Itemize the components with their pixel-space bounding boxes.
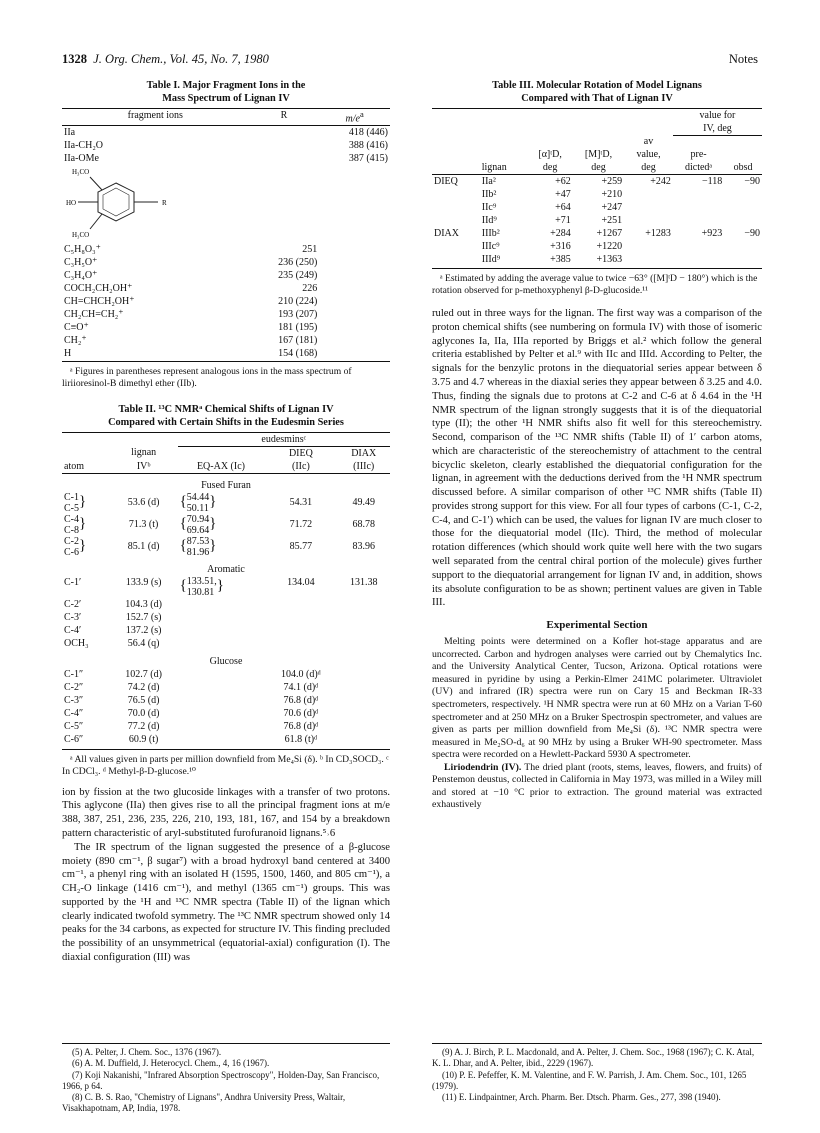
table-row (62, 492, 390, 514)
h-value: value, (636, 149, 661, 161)
table-3 (432, 80, 762, 297)
r-group-cell: CH=CHCH₂OH⁺ (64, 296, 135, 308)
table-2 (62, 404, 390, 778)
table-row (62, 681, 390, 694)
table-row (62, 256, 390, 269)
table-1-bottom-rule (62, 360, 390, 362)
table-2-header-1 (62, 432, 390, 446)
reference-item: (10) P. E. Pefeffer, K. M. Valentine, and F. W. Parrish, J. Am. Chem. Soc., 101, 1265 (1979). (432, 1069, 747, 1091)
atom-cell: C-2″ (64, 681, 84, 693)
iv-cell: 152.7 (s) (125, 611, 162, 623)
m-cell: +210 (601, 189, 623, 201)
atom-cell: C-1′ (64, 576, 82, 588)
table-row (62, 321, 390, 334)
atom-cell: C-2 C-6} (64, 535, 87, 558)
h-eqax: EQ-AX (Ic) (196, 460, 245, 472)
dieq-cell: 70.6 (d)ᵈ (283, 707, 319, 719)
table-row (62, 536, 390, 558)
table-row (62, 126, 390, 140)
table-3-header-1 (432, 108, 762, 135)
table-row (62, 668, 390, 681)
table-row (62, 576, 390, 598)
h-eudesmins: eudesminsᶜ (178, 432, 390, 446)
reference-item: (7) Koji Nakanishi, "Infrared Absorption Spectroscopy", Holden-Day, San Francisco, 1966, p 64. (62, 1069, 380, 1091)
table-row (432, 240, 762, 253)
me-cell: 193 (207) (278, 309, 318, 321)
atom-cell: C-1 C-5} (64, 491, 87, 514)
atom-cell: C-4 C-8} (64, 513, 87, 536)
eqax-cell: {54.44 50.11} (179, 491, 217, 514)
iv-cell: 137.2 (s) (125, 624, 162, 636)
r-group-cell: C₃H₄O⁺ (64, 270, 98, 282)
h-alpha: [α]ᵗD, (538, 149, 562, 161)
experimental-paragraph-1: Melting points were determined on a Kofler hot-stage apparatus and are uncorrected. Carbon and hydrogen analyses were carried out by Chemalytics Inc. and the University Analytical Center, Tucson, Arizona. Optical rotations were measured in pyridine by using a Perkin-Elmer 241MC polarimeter. Ultraviolet (UV) and infrared (IR) spectra were run on Cary 15 and Beckman IR-33 spectrometers, respectively. ¹H NMR spectra were run at 60 MHz on a Varian T-60 spectrometer and at 250 MHz on a Bruker Spectrospin spectrometer, and values are given as parts per million downfield from Me₄Si (δ). ¹³C NMR spectra were measured in Me₂SO-d₆ at 90 MHz by using a Bruker WH-90 spectrometer. Mass spectra were recorded on a Hewlett-Packard 5930 A spectrometer. (432, 636, 762, 761)
table-1 (62, 80, 390, 390)
table-row (62, 243, 390, 256)
fragment-ion-cell: IIa-OMe (64, 153, 99, 165)
liriodendrin-heading: Liriodendrin (IV). (444, 761, 522, 773)
h-value-unit: deg (641, 162, 656, 174)
table-row (62, 733, 390, 746)
left-body-text (62, 786, 390, 965)
table-row (62, 598, 390, 611)
me-cell: 388 (416) (348, 140, 388, 152)
table-row (62, 269, 390, 282)
eqax-cell: {133.51, 130.81 } (179, 575, 224, 598)
eqax-cell: {70.94 69.64} (179, 513, 217, 536)
diax-cell: 68.78 (352, 519, 375, 531)
atom-cell: C-2′ (64, 598, 82, 610)
table-3-header-3 (432, 148, 762, 161)
table-1-caption: Table I. Major Fragment Ions in the Mass Spectrum of Lignan IV (146, 80, 306, 104)
h-value-for: value for IV, deg (699, 109, 736, 134)
table-3-bottom-rule (432, 266, 762, 269)
col-me: $m/e^a$ (345, 108, 364, 125)
reference-item: (5) A. Pelter, J. Chem. Soc., 1376 (1967). (72, 1047, 222, 1057)
me-cell: 418 (446) (348, 127, 388, 139)
iv-cell: 102.7 (d) (125, 668, 162, 680)
table-row (62, 707, 390, 720)
table-row (62, 334, 390, 347)
table-row (62, 165, 390, 243)
atom-cell: C-5″ (64, 720, 84, 732)
table-2-footnote: ᵃ All values given in parts per million downfield from Me₄Si (δ). ᵇ In CD₃SOCD₃. ᶜ In CDCl₃. ᵈ Methyl-β-D-glucose.¹⁰ (62, 753, 389, 777)
h-m: [M]ᵗD, (584, 149, 613, 161)
atom-cell: OCH₃ (64, 637, 89, 649)
benzene-ring (98, 183, 134, 221)
r-group-cell (249, 152, 320, 165)
predicted-cell: +923 (701, 228, 723, 240)
diax-cell: 131.38 (349, 576, 378, 588)
me-cell: 210 (224) (278, 296, 318, 308)
h-dieq: DIEQ (288, 447, 313, 459)
aryl-structure-diagram (64, 165, 174, 239)
table-3-grid (432, 108, 762, 270)
me-cell: 167 (181) (278, 335, 318, 347)
atom-cell: C-1″ (64, 668, 84, 680)
atom-cell: C-6″ (64, 733, 84, 745)
table-2-header-3 (62, 460, 390, 474)
right-column (432, 80, 762, 812)
h-diax-2: (IIIc) (353, 460, 375, 472)
fragment-ion-cell: IIa (64, 127, 76, 139)
table-row (62, 295, 390, 308)
table-row (432, 253, 762, 266)
iv-cell: 85.1 (d) (127, 541, 160, 553)
table-3-caption: Table III. Molecular Rotation of Model Lignans Compared with That of Lignan IV (492, 80, 702, 104)
observed-cell: −90 (744, 176, 760, 188)
dieq-cell: 71.72 (289, 519, 313, 531)
lignan-cell: IIc⁹ (481, 202, 497, 214)
alpha-cell: +47 (555, 189, 571, 201)
alpha-cell: +385 (550, 254, 571, 266)
table-row (62, 514, 390, 536)
iv-cell: 77.2 (d) (127, 720, 160, 732)
iv-cell: 56.4 (q) (127, 637, 160, 649)
m-cell: +247 (601, 202, 623, 214)
col-fragment: fragment ions (127, 109, 183, 121)
iv-cell: 76.5 (d) (127, 694, 160, 706)
table-row (432, 175, 762, 189)
iv-cell: 104.3 (d) (125, 598, 162, 610)
table-row (432, 214, 762, 227)
table-row (62, 611, 390, 624)
journal-volume: Vol. 45, No. 7, 1980 (169, 52, 269, 66)
m-cell: +251 (601, 215, 623, 227)
group-name-cell: DIAX (434, 228, 459, 240)
dieq-cell: 54.31 (289, 497, 313, 509)
right-body-text (432, 307, 762, 812)
r-group-cell: C≡O⁺ (64, 322, 89, 334)
r-label: R (162, 199, 167, 208)
table-row (62, 637, 390, 650)
table-row (62, 720, 390, 733)
meo-bot-bond (90, 214, 102, 229)
table-row (62, 308, 390, 321)
h-iv: IVᵇ (136, 460, 151, 472)
h-atom: atom (64, 460, 84, 472)
table-row (62, 347, 390, 360)
h-alpha-unit: deg (542, 162, 558, 174)
table-3-header-4 (432, 161, 762, 175)
atom-cell: C-4″ (64, 707, 84, 719)
table-row (62, 152, 390, 165)
liriodendrin-text: The dried plant (roots, stems, leaves, flowers, and fruits) of Penstemon deustus, collected in California in May 1973, was milled in a Wiley mill and stored at −10 °C prior to extraction. The ground material was extracted exhaustively (432, 761, 763, 811)
r-group-cell: C₃H₅O⁺ (64, 257, 98, 269)
group-name-cell: DIEQ (434, 176, 458, 188)
section-glucose: Glucose (209, 655, 243, 667)
r-group-cell (249, 139, 320, 152)
m-cell: +1267 (596, 228, 623, 240)
table-row (432, 201, 762, 214)
h-diax: DIAX (351, 447, 377, 459)
table-3-footnote: ᵃ Estimated by adding the average value to twice −63° ([M]ᵗD − 180°) which is the rotation observed for p-methoxyphenyl β-D-glucoside.¹¹ (432, 273, 758, 297)
reference-item: (9) A. J. Birch, P. L. Macdonald, and A. Pelter, J. Chem. Soc., 1968 (1967); C. K. Atal, K. L. Dhar, and A. Pelter, ibid., 2229 (1967). (432, 1047, 755, 1069)
structure-cell (62, 165, 249, 243)
table-2-caption: Table II. ¹³C NMRᵃ Chemical Shifts of Lignan IV Compared with Certain Shifts in the Eudesmin Series (108, 404, 344, 428)
h-lignan: lignan (131, 447, 157, 459)
section-fused-furan: Fused Furan (201, 479, 251, 491)
r-group-cell: C₅H₈O₃⁺ (64, 244, 101, 256)
left-paragraph-1: ion by fission at the two glucoside linkages with a transfer of two protons. This aglycone (IIa) then gives rise to all the principal fragment ions at m/e 388, 387, 251, 236, 235, 226, 210, 193, 181, 167, and 154 by a breakdown pattern characteristic of aryl-substituted furofuranoid lignans.⁵˒6 (62, 786, 390, 839)
lignan-cell: IIId⁹ (481, 254, 501, 266)
lignan-cell: IId⁹ (481, 215, 497, 227)
r-group-cell: H (64, 348, 72, 360)
reference-item: (6) A. M. Duffield, J. Heterocycl. Chem., 4, 16 (1967). (72, 1058, 270, 1069)
lignan-cell: IIIb² (481, 228, 500, 240)
dieq-cell: 61.8 (t)ᵈ (284, 733, 318, 745)
alpha-cell: +64 (555, 202, 571, 214)
table-row (62, 139, 390, 152)
dieq-cell: 74.1 (d)ᵈ (283, 681, 319, 693)
dieq-cell: 76.8 (d)ᵈ (283, 694, 319, 706)
iv-cell: 70.0 (d) (127, 707, 160, 719)
benzene-inner-ring (103, 188, 129, 216)
meo-bot-label: H₃CO (72, 231, 90, 240)
experimental-paragraph-2 (432, 762, 762, 812)
table-1-grid (62, 108, 390, 362)
av-cell: +1283 (645, 228, 671, 240)
meo-top-label: H₃CO (72, 168, 90, 177)
table-1-header (62, 108, 390, 125)
m-cell: +1363 (596, 254, 623, 266)
h-m-unit: deg (591, 162, 606, 174)
table-2-bottom-rule (62, 746, 390, 750)
r-group-cell: COCH₂CH₂OH⁺ (64, 283, 133, 295)
left-paragraph-2: The IR spectrum of the lignan suggested the presence of a β-glucose moiety (890 cm⁻¹, β sugar⁷) with a broad hydroxyl band centered at 3400 cm⁻¹, a phenyl ring with an isolated H (1595, 1500, 1460, and 805 cm⁻¹), a CH₂-O linkage (1416 cm⁻¹), and methyl (1365 cm⁻¹) groups. This was supported by the ¹H and ¹³C NMR spectra (Table II) of the lignan which clearly indicated twofold symmetry. The ¹³C NMR spectrum showed only 14 peaks for the 34 carbons, as expected for structure IV. This finding precluded the possibility of an unsymmetrical (equatorial-axial) configuration (I). The diaxial configuration (III) was (62, 841, 390, 963)
h-predicted: dictedᵃ (684, 162, 713, 174)
page-header (62, 52, 758, 72)
table-3-header-2 (432, 135, 762, 148)
me-cell: 387 (415) (348, 153, 388, 165)
dieq-cell: 134.04 (287, 576, 315, 588)
lignan-cell: IIb² (481, 189, 497, 201)
dieq-cell: 104.0 (d)ᵈ (281, 668, 321, 680)
eqax-cell: {87.53 81.96} (179, 535, 217, 558)
r-group-cell (249, 126, 320, 140)
h-dieq-2: (IIc) (292, 460, 310, 472)
table-row (62, 624, 390, 637)
iv-cell: 74.2 (d) (127, 681, 160, 693)
iv-cell: 133.9 (s) (125, 576, 162, 588)
table-1-footnote: ᵃ Figures in parentheses represent analogous ions in the mass spectrum of liriioresinol-B dimethyl ether (IIb). (62, 366, 352, 390)
fragment-ion-cell: IIa-CH₂O (64, 140, 104, 152)
m-cell: +1220 (596, 241, 623, 253)
alpha-cell: +62 (555, 176, 571, 188)
table-row (432, 227, 762, 240)
observed-cell: −90 (744, 228, 760, 240)
iv-cell: 60.9 (t) (128, 733, 159, 745)
r-group-cell: CH₂CH=CH₂⁺ (64, 309, 124, 321)
m-cell: +259 (601, 176, 623, 188)
atom-cell: C-3′ (64, 611, 82, 623)
references-left (62, 1043, 390, 1115)
table-row (62, 282, 390, 295)
diax-cell: 49.49 (352, 497, 375, 509)
alpha-cell: +284 (550, 228, 571, 240)
table-row (432, 188, 762, 201)
lignan-cell: IIIc⁹ (481, 241, 500, 253)
iv-cell: 53.6 (d) (127, 497, 160, 509)
running-head (62, 52, 269, 67)
meo-top-bond (90, 177, 102, 190)
experimental-heading: Experimental Section (546, 619, 648, 632)
ho-label: HO (66, 199, 77, 208)
col-r: R (280, 109, 288, 121)
dieq-cell: 85.77 (289, 541, 313, 553)
av-cell: +242 (650, 176, 671, 188)
me-cell: 235 (249) (278, 270, 318, 282)
right-paragraph-1: ruled out in three ways for the lignan. The first way was a comparison of the proton chemical shifts (see numbering on formula IV) with those of isomeric aglycones Ia, IIa, IIIa reported by Briggs et al.² which follow the general criteria established by Pelter et al.⁹ with IIc and IIId. According to Pelter, the signals for the benzylic protons in the diequatorial series appear between δ 3.75 and 4.7 whereas in the diaxial series they appear between δ 3.25 and 4.0. Thus, finding the signals due to protons at C-2 and C-6 at δ 4.64 in the ¹H NMR spectrum of the lignan strongly suggests that it is of the diequatorial type (II); the other ¹H NMR shifts also fit well for this stereochemistry. Second, comparison of the ¹³C NMR shifts (Table II) of 1′ carbon atoms, which are characteristic of the stereochemistry of attachment to the central bicyclic skeleton, clearly established the diequatorial configuration for the lignan, in agreement with the deductions derived from the ¹H NMR spectrum discussed before. A similar comparison of other ¹³C NMR shifts (Table II) provides strong support for this view. For all four types of carbons (C-1, C-2, C-4, and C-1′) which can be used, the values for lignan IV are much closer to those for the diequatorial model (IIc). Third, the method of molecular rotation differences (which should work quite well here with the two sugars well separated from the central chiral portion of the molecule) gives further support to the diequatorial arrangement for lignan IV and, in addition, shows its absolute configuration to be as shown; pertinent values are given in Table III. (432, 308, 762, 609)
h-av: av (643, 136, 654, 148)
r-group-cell: CH₂⁺ (64, 335, 87, 347)
h-pre: pre- (690, 149, 707, 161)
reference-item: (8) C. B. S. Rao, "Chemistry of Lignans", Andhra University Press, Waltair, Visakhapotnam, AP, India, 1978. (62, 1092, 346, 1114)
section-aromatic: Aromatic (207, 563, 245, 575)
me-cell: 154 (168) (278, 348, 318, 360)
me-cell: 251 (302, 244, 318, 256)
lignan-cell: IIa² (481, 176, 496, 188)
diax-cell: 83.96 (352, 541, 375, 553)
me-cell: 226 (302, 283, 318, 295)
section-label: Notes (728, 52, 758, 66)
table-2-grid (62, 432, 390, 750)
page-number: 1328 (62, 52, 87, 66)
me-cell: 236 (250) (278, 257, 318, 269)
h-lignan: lignan (481, 162, 507, 174)
alpha-cell: +316 (550, 241, 571, 253)
table-2-header-2 (62, 446, 390, 460)
journal-name: J. Org. Chem., (93, 52, 167, 66)
reference-item: (11) E. Lindpaintner, Arch. Pharm. Ber. Dtsch. Pharm. Ges., 277, 398 (1940). (442, 1092, 721, 1102)
atom-cell: C-3″ (64, 694, 84, 706)
references-right (432, 1043, 762, 1103)
table-row (62, 694, 390, 707)
h-obsd: obsd (733, 162, 753, 174)
predicted-cell: −118 (701, 176, 723, 188)
atom-cell: C-4′ (64, 624, 82, 636)
alpha-cell: +71 (555, 215, 571, 227)
iv-cell: 71.3 (t) (128, 519, 159, 531)
me-cell: 181 (195) (278, 322, 318, 334)
dieq-cell: 76.8 (d)ᵈ (283, 720, 319, 732)
left-column (62, 80, 390, 965)
